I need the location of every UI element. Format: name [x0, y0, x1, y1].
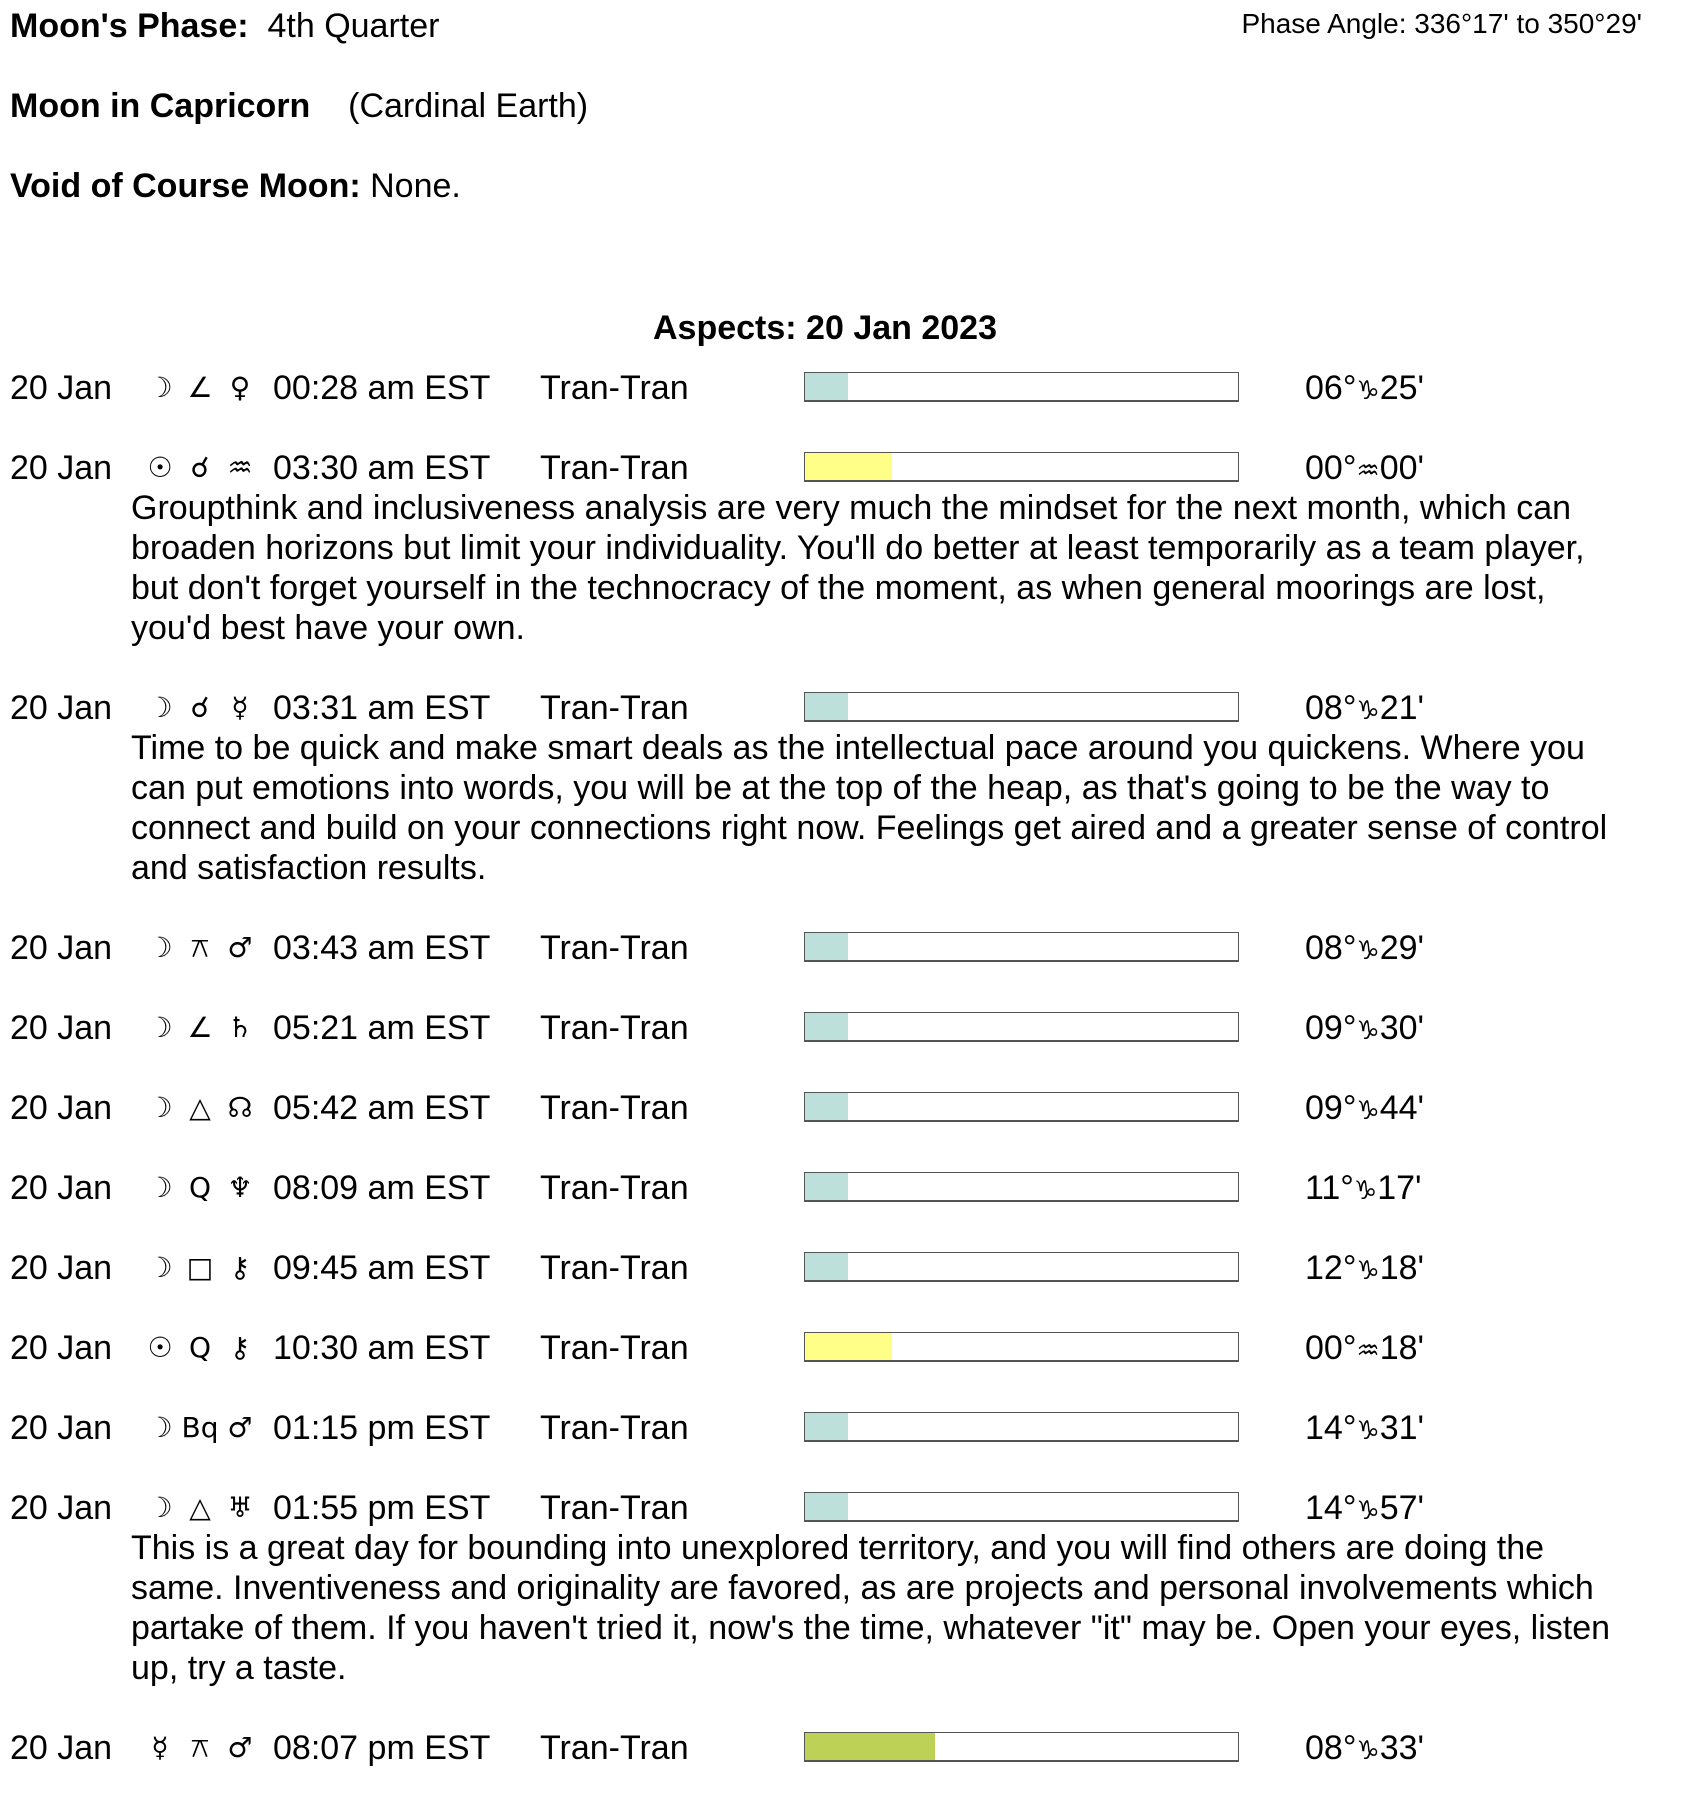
mercury-icon: ☿ [151, 1731, 169, 1764]
aspect-date: 20 Jan [10, 1169, 113, 1207]
strength-bar [804, 1252, 1239, 1282]
strength-bar [804, 1332, 1239, 1362]
aspect-time: 03:30 am EST [273, 449, 491, 487]
aspects-title: Aspects: 20 Jan 2023 [653, 309, 997, 347]
spacer [0, 1208, 1686, 1248]
mars-icon: ♂ [227, 931, 253, 964]
spacer [0, 1288, 1686, 1328]
aspect-time: 10:30 am EST [273, 1329, 491, 1367]
aspect-row [0, 1008, 1686, 1048]
square-icon: □ [186, 1251, 214, 1284]
moon-icon: ☽ [147, 1091, 173, 1124]
strength-bar-fill [805, 1173, 848, 1200]
aspect-type: Tran-Tran [540, 1009, 689, 1047]
trine-icon: △ [189, 1491, 211, 1524]
aspect-row [0, 368, 1686, 408]
aspect-glyphs [140, 1248, 260, 1288]
strength-bar [804, 932, 1239, 962]
strength-bar [804, 1492, 1239, 1522]
strength-bar-fill [805, 453, 892, 480]
aspect-glyphs [140, 1088, 260, 1128]
aspect-position [1305, 688, 1424, 731]
aspect-time: 08:09 am EST [273, 1169, 491, 1207]
position-degrees: 08° [1305, 1729, 1357, 1767]
aspect-row [0, 1728, 1686, 1768]
aspect-glyphs [140, 1488, 260, 1528]
aspect-row [0, 688, 1686, 728]
position-degrees: 09° [1305, 1089, 1357, 1127]
capricorn-icon: ♑ [1356, 1256, 1380, 1286]
position-minutes: 57' [1379, 1489, 1425, 1527]
aspect-row [0, 1328, 1686, 1368]
aspect-row [0, 1488, 1686, 1528]
capricorn-icon: ♑ [1356, 696, 1380, 726]
position-minutes: 18' [1379, 1329, 1425, 1367]
aspect-entry [0, 1728, 1686, 1808]
semisquare-icon: ∠ [187, 371, 213, 404]
position-minutes: 31' [1379, 1409, 1425, 1447]
aspect-glyphs [140, 448, 260, 488]
position-degrees: 09° [1305, 1009, 1357, 1047]
aspect-row [0, 1248, 1686, 1288]
aspect-date: 20 Jan [10, 689, 113, 727]
spacer [0, 1128, 1686, 1168]
moon-icon: ☽ [147, 691, 173, 724]
strength-bar-fill [805, 1493, 848, 1520]
position-minutes: 21' [1379, 689, 1425, 727]
aspect-date: 20 Jan [10, 1729, 113, 1767]
aquarius-icon: ♒ [1356, 1336, 1380, 1366]
aspect-entry [0, 1408, 1686, 1488]
capricorn-icon: ♑ [1356, 1096, 1380, 1126]
position-degrees: 14° [1305, 1409, 1357, 1447]
semisquare-icon: ∠ [187, 1011, 213, 1044]
spacer [0, 968, 1686, 1008]
void-of-course-line [10, 166, 461, 206]
aspect-position [1305, 1088, 1424, 1131]
aspect-entry [0, 1248, 1686, 1328]
moon-icon: ☽ [147, 1011, 173, 1044]
quincunx-icon: ⚻ [190, 931, 210, 964]
aspect-entry [0, 1008, 1686, 1088]
position-degrees: 12° [1305, 1249, 1357, 1287]
position-degrees: 00° [1305, 1329, 1357, 1367]
position-degrees: 06° [1305, 369, 1357, 407]
quincunx-icon: ⚻ [190, 1731, 210, 1764]
aspect-type: Tran-Tran [540, 689, 689, 727]
strength-bar-fill [805, 1013, 848, 1040]
moon-sign-label: Moon in Capricorn [10, 87, 311, 125]
moon-icon: ☽ [147, 371, 173, 404]
aspect-time: 00:28 am EST [273, 369, 491, 407]
moon-phase-value: 4th Quarter [267, 7, 440, 45]
spacer [0, 888, 1686, 928]
strength-bar [804, 452, 1239, 482]
aspect-date: 20 Jan [10, 1249, 113, 1287]
aspect-time: 03:31 am EST [273, 689, 491, 727]
moon-sign-value: (Cardinal Earth) [348, 87, 589, 125]
mars-icon: ♂ [227, 1731, 253, 1764]
aspect-row [0, 448, 1686, 488]
position-minutes: 30' [1379, 1009, 1425, 1047]
aspect-type: Tran-Tran [540, 1409, 689, 1447]
aspect-time: 05:21 am EST [273, 1009, 491, 1047]
aspect-entry [0, 448, 1686, 688]
conjunction-icon: ☌ [190, 451, 210, 484]
spacer [0, 1048, 1686, 1088]
aspect-entry [0, 368, 1686, 448]
conjunction-icon: ☌ [190, 691, 210, 724]
capricorn-icon: ♑ [1356, 936, 1380, 966]
aquarius-icon: ♒ [227, 451, 253, 484]
aspect-interpretation: Time to be quick and make smart deals as the intellectual pace around you quickens. Where you can put emotions into words, you will be at the top of the heap, as that's going to be the way to connect and build on your connections right now. Feelings get aired and a greater sense of control and satisfaction results. [131, 729, 1608, 887]
aspect-position [1305, 1328, 1424, 1371]
position-degrees: 00° [1305, 449, 1357, 487]
aspect-type: Tran-Tran [540, 1169, 689, 1207]
aspect-type: Tran-Tran [540, 369, 689, 407]
spacer [0, 408, 1686, 448]
capricorn-icon: ♑ [1356, 1736, 1380, 1766]
position-minutes: 29' [1379, 929, 1425, 967]
aspect-row [0, 928, 1686, 968]
spacer [0, 1368, 1686, 1408]
aspect-row [0, 1088, 1686, 1128]
aspect-glyphs [140, 1408, 260, 1448]
aspect-time: 01:15 pm EST [273, 1409, 491, 1447]
strength-bar-fill [805, 1333, 892, 1360]
spacer [0, 1688, 1686, 1728]
moon-icon: ☽ [147, 1491, 173, 1524]
aspect-entry [0, 1168, 1686, 1248]
moon-phase-label: Moon's Phase: [10, 7, 249, 45]
strength-bar [804, 1092, 1239, 1122]
moon-icon: ☽ [147, 1251, 173, 1284]
aspect-type: Tran-Tran [540, 1089, 689, 1127]
aspect-position [1305, 928, 1424, 971]
aspect-entry [0, 928, 1686, 1008]
moon-sign-line [10, 86, 588, 126]
aspect-position [1305, 1248, 1424, 1291]
void-of-course-label: Void of Course Moon: [10, 167, 361, 205]
aspect-glyphs [140, 688, 260, 728]
strength-bar [804, 372, 1239, 402]
mars-icon: ♂ [227, 1411, 253, 1444]
aspect-type: Tran-Tran [540, 929, 689, 967]
aquarius-icon: ♒ [1356, 456, 1380, 486]
capricorn-icon: ♑ [1353, 1176, 1378, 1206]
strength-bar-fill [805, 693, 848, 720]
void-of-course-value: None. [370, 167, 461, 205]
strength-bar-fill [805, 1733, 935, 1760]
strength-bar-fill [805, 933, 848, 960]
moon-icon: ☽ [147, 931, 173, 964]
aspect-interpretation: Groupthink and inclusiveness analysis are very much the mindset for the next month, which can broaden horizons but limit your individuality. You'll do better at least temporarily as a team player, but don't forget yourself in the technocracy of the moment, as when general moorings are lost, you'd best have your own. [131, 489, 1585, 647]
aspect-date: 20 Jan [10, 1089, 113, 1127]
position-minutes: 18' [1379, 1249, 1425, 1287]
strength-bar-fill [805, 1253, 848, 1280]
quintile-icon: Q [188, 1171, 212, 1204]
strength-bar [804, 1732, 1239, 1762]
aspect-type: Tran-Tran [540, 1329, 689, 1367]
aspect-entry [0, 1488, 1686, 1728]
position-minutes: 33' [1379, 1729, 1425, 1767]
aspect-type: Tran-Tran [540, 449, 689, 487]
moon-icon: ☽ [147, 1411, 173, 1444]
quintile-icon: Q [188, 1331, 212, 1364]
aspect-position [1305, 368, 1424, 411]
position-degrees: 11° [1305, 1169, 1354, 1207]
spacer [0, 1448, 1686, 1488]
spacer [0, 1768, 1686, 1808]
position-degrees: 08° [1305, 929, 1357, 967]
aspect-glyphs [140, 928, 260, 968]
aspect-interpretation: This is a great day for bounding into unexplored territory, and you will find others are doing the same. Inventiveness and originality are favored, as are projects and personal involvements which partake of them. If you haven't tried it, now's the time, whatever "it" may be. Open your eyes, listen up, try a taste. [131, 1529, 1611, 1687]
aspect-row [0, 1408, 1686, 1448]
aspect-position [1305, 1488, 1424, 1531]
moon-icon: ☽ [147, 1171, 173, 1204]
strength-bar [804, 1412, 1239, 1442]
position-minutes: 44' [1379, 1089, 1425, 1127]
position-minutes: 17' [1377, 1169, 1422, 1207]
strength-bar [804, 1012, 1239, 1042]
capricorn-icon: ♑ [1356, 1016, 1380, 1046]
aspect-entry [0, 688, 1686, 928]
aspects-list [0, 368, 1686, 1808]
uranus-icon: ♅ [227, 1491, 253, 1524]
aspect-glyphs [140, 1168, 260, 1208]
aspect-date: 20 Jan [10, 1409, 113, 1447]
strength-bar-fill [805, 373, 848, 400]
aspect-date: 20 Jan [10, 1489, 113, 1527]
aspect-time: 01:55 pm EST [273, 1489, 491, 1527]
aspect-position [1305, 1008, 1424, 1051]
aspect-time: 09:45 am EST [273, 1249, 491, 1287]
sun-icon: ☉ [147, 1331, 173, 1364]
capricorn-icon: ♑ [1356, 1416, 1380, 1446]
venus-icon: ♀ [229, 371, 251, 404]
mercury-icon: ☿ [231, 691, 249, 724]
aspect-date: 20 Jan [10, 1009, 113, 1047]
aspect-type: Tran-Tran [540, 1729, 689, 1767]
aspect-time: 03:43 am EST [273, 929, 491, 967]
moon-phase-line [10, 6, 439, 46]
chiron-icon: ⚷ [229, 1251, 251, 1284]
aspect-position [1305, 448, 1424, 491]
strength-bar [804, 692, 1239, 722]
aspect-position [1305, 1408, 1424, 1451]
aspect-entry [0, 1328, 1686, 1408]
aspect-row [0, 1168, 1686, 1208]
aspect-date: 20 Jan [10, 369, 113, 407]
aspect-glyphs [140, 1008, 260, 1048]
aspect-entry [0, 1088, 1686, 1168]
spacer [0, 648, 1686, 688]
aspect-date: 20 Jan [10, 1329, 113, 1367]
position-minutes: 00' [1379, 449, 1425, 487]
aspect-type: Tran-Tran [540, 1489, 689, 1527]
biquintile-icon: Bq [181, 1411, 219, 1444]
strength-bar-fill [805, 1093, 848, 1120]
aspect-glyphs [140, 1728, 260, 1768]
aspect-glyphs [140, 1328, 260, 1368]
aspect-date: 20 Jan [10, 929, 113, 967]
aspect-time: 08:07 pm EST [273, 1729, 491, 1767]
capricorn-icon: ♑ [1356, 1496, 1380, 1526]
north-node-icon: ☊ [227, 1091, 253, 1124]
capricorn-icon: ♑ [1356, 376, 1380, 406]
aspect-time: 05:42 am EST [273, 1089, 491, 1127]
sun-icon: ☉ [147, 451, 173, 484]
aspect-glyphs [140, 368, 260, 408]
position-minutes: 25' [1379, 369, 1425, 407]
phase-angle: Phase Angle: 336°17' to 350°29' [1241, 8, 1642, 39]
neptune-icon: ♆ [227, 1171, 253, 1204]
strength-bar-fill [805, 1413, 848, 1440]
saturn-icon: ♄ [227, 1011, 253, 1044]
aspect-type: Tran-Tran [540, 1249, 689, 1287]
aspect-position [1305, 1728, 1424, 1771]
aspect-position [1305, 1168, 1422, 1211]
position-degrees: 14° [1305, 1489, 1357, 1527]
strength-bar [804, 1172, 1239, 1202]
trine-icon: △ [189, 1091, 211, 1124]
chiron-icon: ⚷ [229, 1331, 251, 1364]
position-degrees: 08° [1305, 689, 1357, 727]
aspect-date: 20 Jan [10, 449, 113, 487]
